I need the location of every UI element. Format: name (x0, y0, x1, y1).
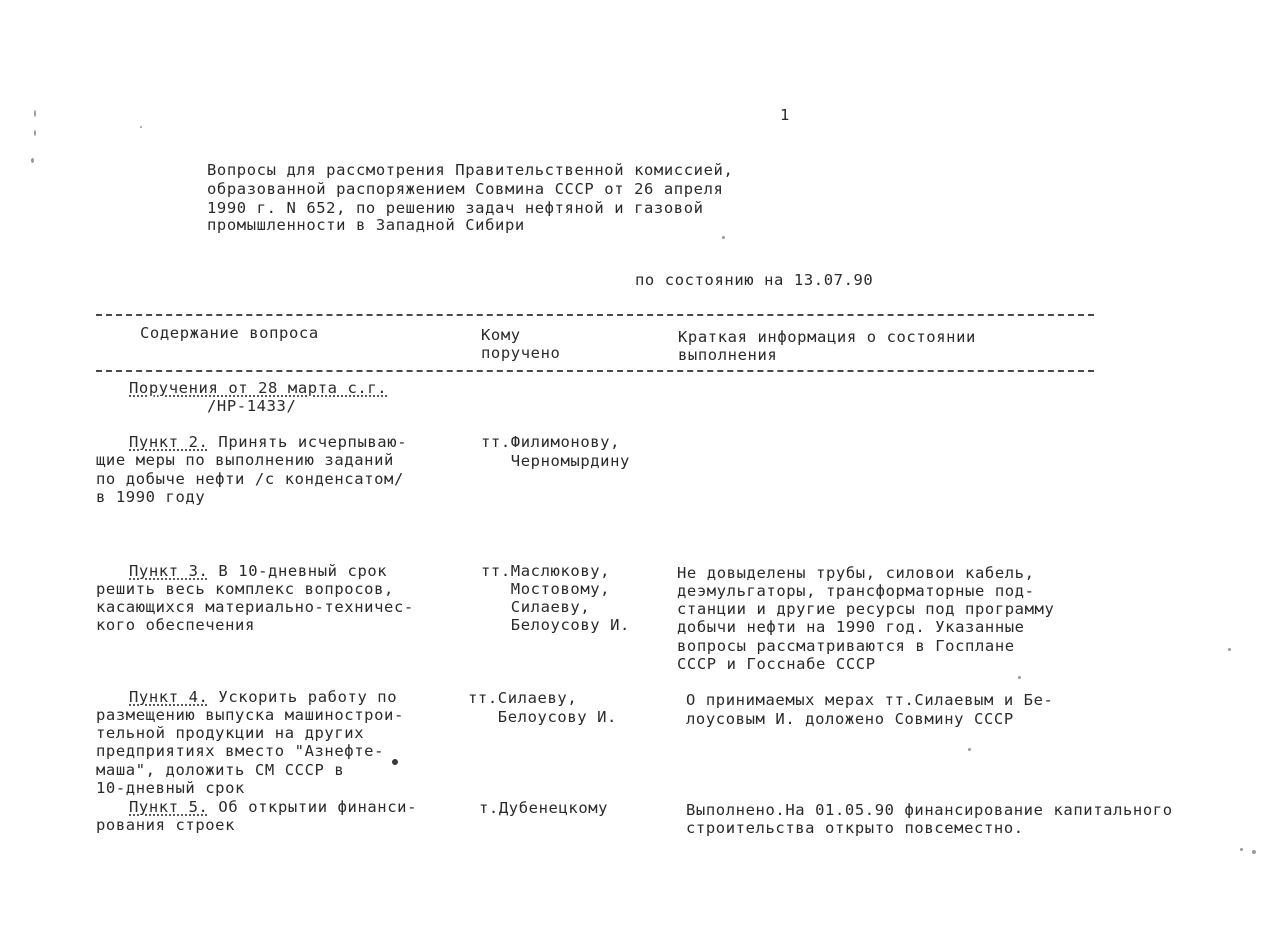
scan-speck (140, 126, 142, 128)
scan-speck (1240, 848, 1243, 851)
status-date: по состоянию на 13.07.90 (635, 271, 874, 289)
item-info-line: Не довыделены трубы, силовои кабель, (677, 564, 1035, 582)
header-content: Содержание вопроса (140, 324, 319, 342)
item-assigned-line: Силаеву, (481, 598, 591, 616)
page-number: 1 (780, 106, 790, 124)
item-label: Пункт 2. (129, 433, 209, 451)
item-info-line: добычи нефти на 1990 год. Указанные (677, 618, 1025, 636)
scan-speck (1018, 676, 1021, 679)
header-assigned: Кому (481, 326, 521, 344)
item-info-line: станции и другие ресурсы под программу (677, 600, 1055, 618)
item-content-line: по добыче нефти /с конденсатом/ (96, 470, 404, 488)
header-assigned: поручено (481, 344, 561, 362)
header-info: выполнения (678, 346, 778, 364)
scan-speck (722, 236, 725, 239)
scan-speck (1228, 648, 1231, 651)
scan-speck (1252, 850, 1256, 854)
item-label: Пункт 4. (129, 688, 209, 706)
item-assigned-line: Мостовому, (481, 580, 611, 598)
item-info-line: СССР и Госснабе СССР (677, 655, 876, 673)
item-assigned-line: тт.Силаеву, (468, 689, 578, 707)
item-label: Пункт 5. (129, 798, 209, 816)
item-assigned-line: Белоусову И. (468, 708, 617, 726)
scan-speck (34, 130, 36, 136)
scan-speck (392, 759, 398, 765)
item-assigned-line: тт.Филимонову, (481, 433, 621, 451)
item-assigned-line: тт.Маслюкову, (481, 562, 611, 580)
item-info-line: вопросы рассматриваются в Госплане (677, 637, 1015, 655)
item-content-line (129, 562, 387, 582)
item-assigned-line: Белоусову И. (481, 616, 630, 634)
item-info-line: лоусовым И. доложено Совмину СССР (686, 710, 1014, 728)
item-content-line: размещению выпуска машинострои- (96, 706, 404, 724)
section-title: Поручения от 28 марта с.г. (129, 379, 388, 397)
section-ref: /НР-1433/ (207, 397, 297, 415)
item-info-line: Выполнено.На 01.05.90 финансирование капитального (686, 801, 1173, 819)
item-content-line: рования строек (96, 816, 236, 834)
title-line: образованной распоряжением Совмина СССР от 26 апреля (207, 180, 724, 198)
item-assigned-line: Черномырдину (481, 452, 630, 470)
item-content-line (129, 433, 407, 453)
item-info-line: О принимаемых мерах тт.Силаевым и Бе- (686, 691, 1054, 709)
item-text: Ускорить работу по (208, 688, 398, 706)
item-content-line (129, 688, 397, 708)
item-content-line: в 1990 году (96, 488, 206, 506)
item-content-line: кого обеспечения (96, 616, 255, 634)
scan-speck (31, 158, 34, 163)
scan-speck (34, 110, 36, 117)
header-bottom-rule (96, 370, 1094, 372)
header-top-rule (96, 314, 1094, 316)
item-content-line: решить весь комплекс вопросов, (96, 580, 394, 598)
item-text: В 10-дневный срок (208, 562, 388, 580)
header-info: Краткая информация о состоянии (678, 328, 976, 346)
item-info-line: деэмульгаторы, трансформаторные под- (677, 582, 1035, 600)
item-content-line: тельной продукции на других (96, 724, 365, 742)
item-content-line: маша", доложить СМ СССР в (96, 761, 345, 779)
item-content-line: 10-дневный срок (96, 779, 245, 797)
item-text: Об открытии финанси- (208, 798, 418, 816)
item-content-line: касающихся материально-техничес- (96, 598, 414, 616)
item-content-line: предприятиях вместо "Азнефте- (96, 742, 385, 760)
scan-speck (968, 748, 971, 751)
item-info-line: строительства открыто повсеместно. (686, 819, 1024, 837)
title-line: промышленности в Западной Сибири (207, 216, 525, 234)
title-line: 1990 г. N 652, по решению задач нефтяной и газовой (207, 199, 704, 217)
item-content-line (129, 798, 417, 818)
item-text: Принять исчерпываю- (208, 433, 408, 451)
title-line: Вопросы для рассмотрения Правительственной комиссией, (207, 161, 734, 179)
item-content-line: щие меры по выполнению заданий (96, 451, 394, 469)
item-label: Пункт 3. (129, 562, 209, 580)
item-assigned-line: т.Дубенецкому (479, 799, 609, 817)
